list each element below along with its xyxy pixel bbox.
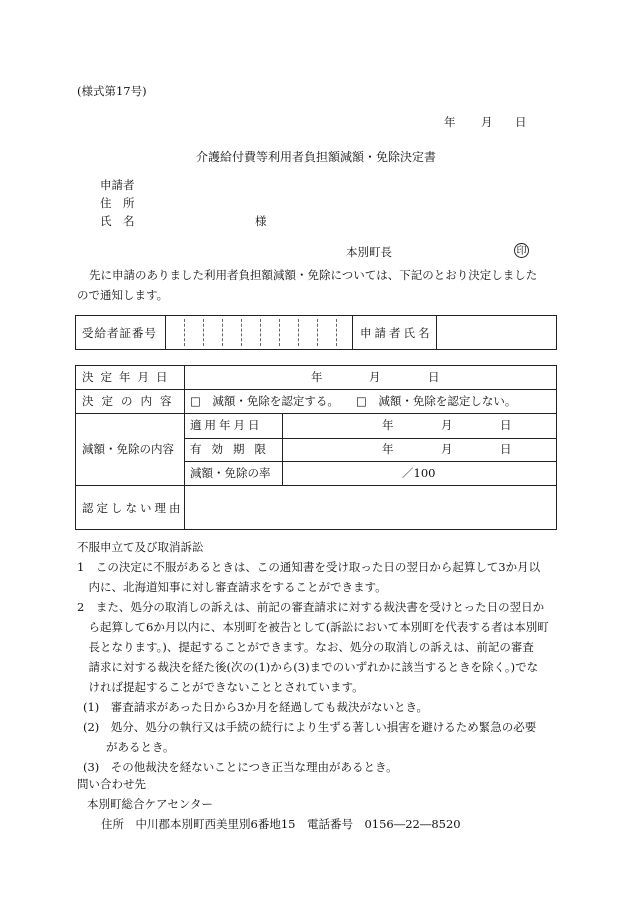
date-month-unit: 月	[481, 115, 493, 129]
contact-org: 本別町総合ケアセンター	[87, 797, 213, 811]
appeal-line: (2) 処分、処分の執行又は手続の続行により生ずる著しい損害を避けるため緊急の必要	[83, 720, 537, 734]
appeal-line: 内に、北海道知事に対し審査請求をすることができます。	[77, 580, 387, 594]
digit-separator	[184, 319, 185, 346]
appeal-section	[77, 537, 549, 777]
option-deny[interactable]: □ 減額・免除を認定しない。	[356, 394, 517, 408]
appeal-line: 2 また、処分の取消しの訴えは、前記の審査請求に対する裁決書を受けとった日の翌日か	[77, 600, 545, 614]
applicant-heading: 申請者	[100, 178, 135, 192]
recipient-number-label: 受給者証番号	[82, 326, 157, 340]
apply-year-unit: 年	[382, 418, 394, 432]
digit-separator	[241, 319, 242, 346]
honorific: 様	[255, 214, 267, 228]
valid-period-label: 有効期限	[190, 442, 276, 456]
rate-label: 減額・免除の率	[190, 466, 271, 480]
valid-year-unit: 年	[382, 442, 394, 456]
valid-month-unit: 月	[441, 442, 453, 456]
intro-line: 先に申請のありました利用者負担額減額・免除については、下記のとおり決定しました	[89, 268, 538, 282]
rate-value: ／100	[402, 466, 436, 480]
digit-separator	[336, 319, 337, 346]
option-approve[interactable]: □ 減額・免除を認定する。	[190, 394, 339, 408]
digit-separator	[222, 319, 223, 346]
decision-date-label: 決定年月日	[82, 370, 175, 384]
appeal-line: (1) 審査請求があった日から3か月を経過しても裁決がないとき。	[83, 700, 429, 714]
digit-separator	[203, 319, 204, 346]
applicant-name-label: 申請者氏名	[360, 326, 433, 340]
address-label: 住 所	[100, 196, 135, 210]
document-title: 介護給付費等利用者負担額減額・免除決定書	[196, 150, 437, 164]
divider	[75, 413, 557, 414]
date-year-unit: 年	[444, 115, 456, 129]
divider	[75, 485, 557, 486]
digit-separator	[317, 319, 318, 346]
appeal-line: ければ提起することができないこととされています。	[77, 680, 364, 694]
appeal-line: があるとき。	[83, 740, 175, 754]
decision-content-label: 決定の内容	[82, 394, 180, 408]
intro-line: ので通知します。	[77, 288, 169, 302]
decision-month-unit: 月	[369, 370, 381, 384]
appeal-line: ら起算して6か月以内に、本別町を被告として(訴訟において本別町を代表する者は本別町	[77, 620, 549, 634]
divider	[165, 315, 166, 350]
appeal-line: 請求に対する裁決を経た後(次の(1)から(3)までのいずれかに該当するときを除く。)でな	[77, 660, 539, 674]
divider	[436, 315, 437, 350]
digit-separator	[298, 319, 299, 346]
form-number: (様式第17号)	[77, 84, 147, 98]
apply-day-unit: 日	[500, 418, 512, 432]
appeal-line: 長となります。)、提起することができます。なお、処分の取消しの訴えは、前記の審査	[77, 640, 534, 654]
seal-stamp: 印	[514, 243, 529, 258]
reduction-content-label: 減額・免除の内容	[82, 442, 174, 456]
contact-address: 住所 中川郡本別町西美里別6番地15 電話番号 0156―22―8520	[101, 817, 461, 831]
appeal-line: (3) その他裁決を経ないことにつき正当な理由があるとき。	[83, 760, 398, 774]
divider	[282, 413, 283, 485]
intro-text	[77, 265, 537, 305]
apply-date-label: 適用年月日	[190, 418, 263, 432]
divider	[352, 315, 353, 350]
apply-month-unit: 月	[441, 418, 453, 432]
name-label: 氏 名	[100, 214, 135, 228]
not-approved-reason-label: 認定しない理由	[82, 501, 184, 515]
divider	[75, 389, 557, 390]
digit-separator	[279, 319, 280, 346]
appeal-heading: 不服申立て及び取消訴訟	[77, 540, 204, 554]
contact-heading: 問い合わせ先	[77, 777, 146, 791]
divider	[184, 438, 557, 439]
decision-year-unit: 年	[311, 370, 323, 384]
contact-section	[77, 774, 461, 834]
digit-separator	[260, 319, 261, 346]
valid-day-unit: 日	[500, 442, 512, 456]
date-day-unit: 日	[515, 115, 527, 129]
decision-day-unit: 日	[428, 370, 440, 384]
divider	[184, 461, 557, 462]
issuer-name: 本別町長	[346, 245, 392, 259]
appeal-line: 1 この決定に不服があるときは、この通知書を受け取った日の翌日から起算して3か月以	[77, 560, 541, 574]
